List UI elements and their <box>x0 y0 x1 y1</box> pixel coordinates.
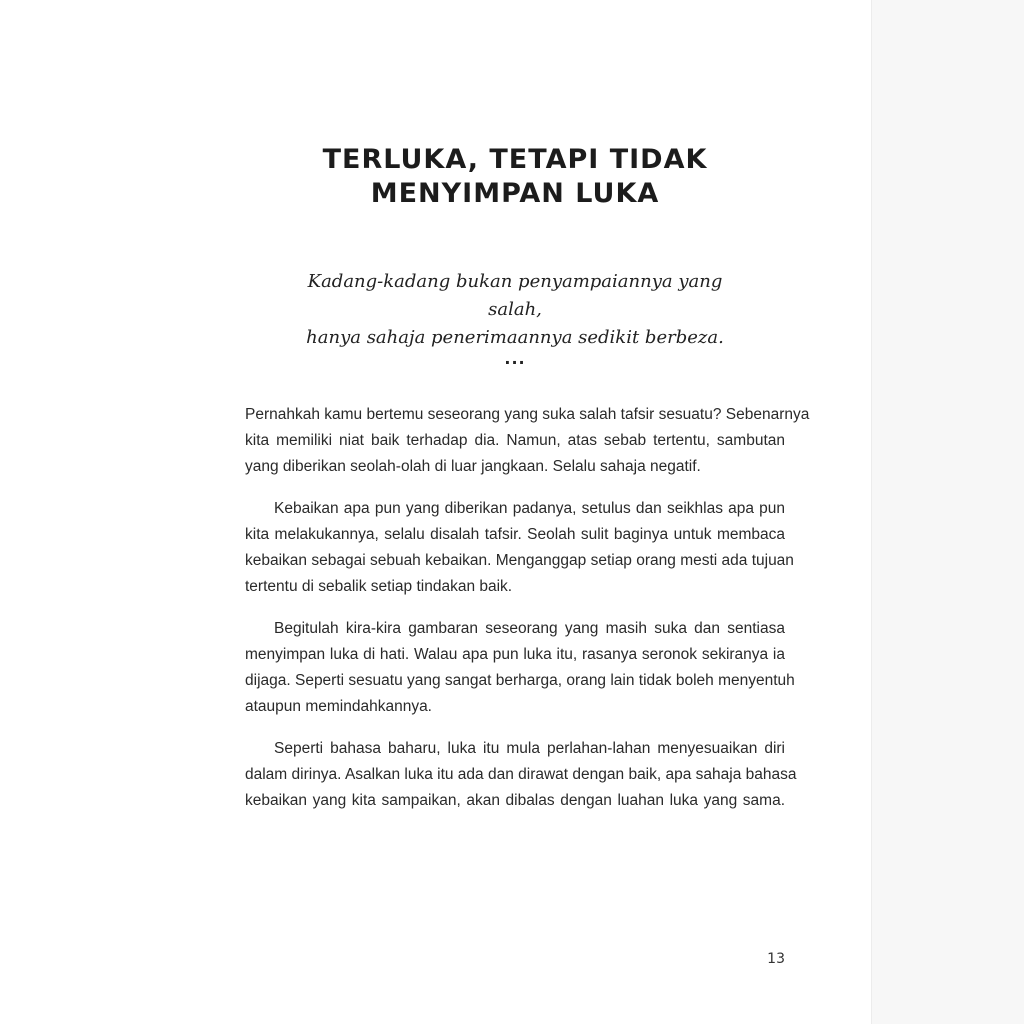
page-number: 13 <box>767 951 785 967</box>
paragraph <box>245 496 794 600</box>
text-line: Pernahkah kamu bertemu seseorang yang suka salah tafsir sesuatu? Sebenarnya <box>245 406 810 423</box>
text-line: dalam dirinya. Asalkan luka itu ada dan dirawat dengan baik, apa sahaja bahasa <box>245 766 797 783</box>
paragraph <box>245 402 810 480</box>
page-edge-strip <box>871 0 1024 1024</box>
text-line: dijaga. Seperti sesuatu yang sangat berharga, orang lain tidak boleh menyentuh <box>245 672 795 689</box>
text-line: menyimpan luka di hati. Walau apa pun luka itu, rasanya seronok sekiranya ia <box>245 646 785 663</box>
text-line: kebaikan sebagai sebuah kebaikan. Menganggap setiap orang mesti ada tujuan <box>245 552 794 569</box>
text-line: yang diberikan seolah-olah di luar jangkaan. Selalu sahaja negatif. <box>245 458 701 475</box>
quote-line: hanya sahaja penerimaannya sedikit berbeza. <box>306 327 724 348</box>
chapter-title-line: TERLUKA, TETAPI TIDAK <box>322 144 708 175</box>
text-line: kita memiliki niat baik terhadap dia. Namun, atas sebab tertentu, sambutan <box>245 432 785 449</box>
paragraph <box>245 736 797 814</box>
section-separator: ... <box>504 349 526 368</box>
chapter-title-line: MENYIMPAN LUKA <box>370 178 660 209</box>
epigraph-quote <box>290 268 740 352</box>
text-line: kebaikan yang kita sampaikan, akan dibalas dengan luahan luka yang sama. <box>245 792 785 809</box>
text-line: ataupun memindahkannya. <box>245 698 432 715</box>
text-line: Kebaikan apa pun yang diberikan padanya, setulus dan seikhlas apa pun <box>274 500 785 517</box>
text-line: tertentu di sebalik setiap tindakan baik. <box>245 578 513 595</box>
text-line: kita melakukannya, selalu disalah tafsir. Seolah sulit baginya untuk membaca <box>245 526 785 543</box>
quote-line: Kadang-kadang bukan penyampaiannya yang salah, <box>307 271 723 320</box>
body-text <box>245 402 810 830</box>
text-line: Begitulah kira-kira gambaran seseorang yang masih suka dan sentiasa <box>274 620 785 637</box>
paragraph <box>245 616 795 720</box>
chapter-title <box>300 143 730 211</box>
text-line: Seperti bahasa baharu, luka itu mula perlahan-lahan menyesuaikan diri <box>274 740 785 757</box>
